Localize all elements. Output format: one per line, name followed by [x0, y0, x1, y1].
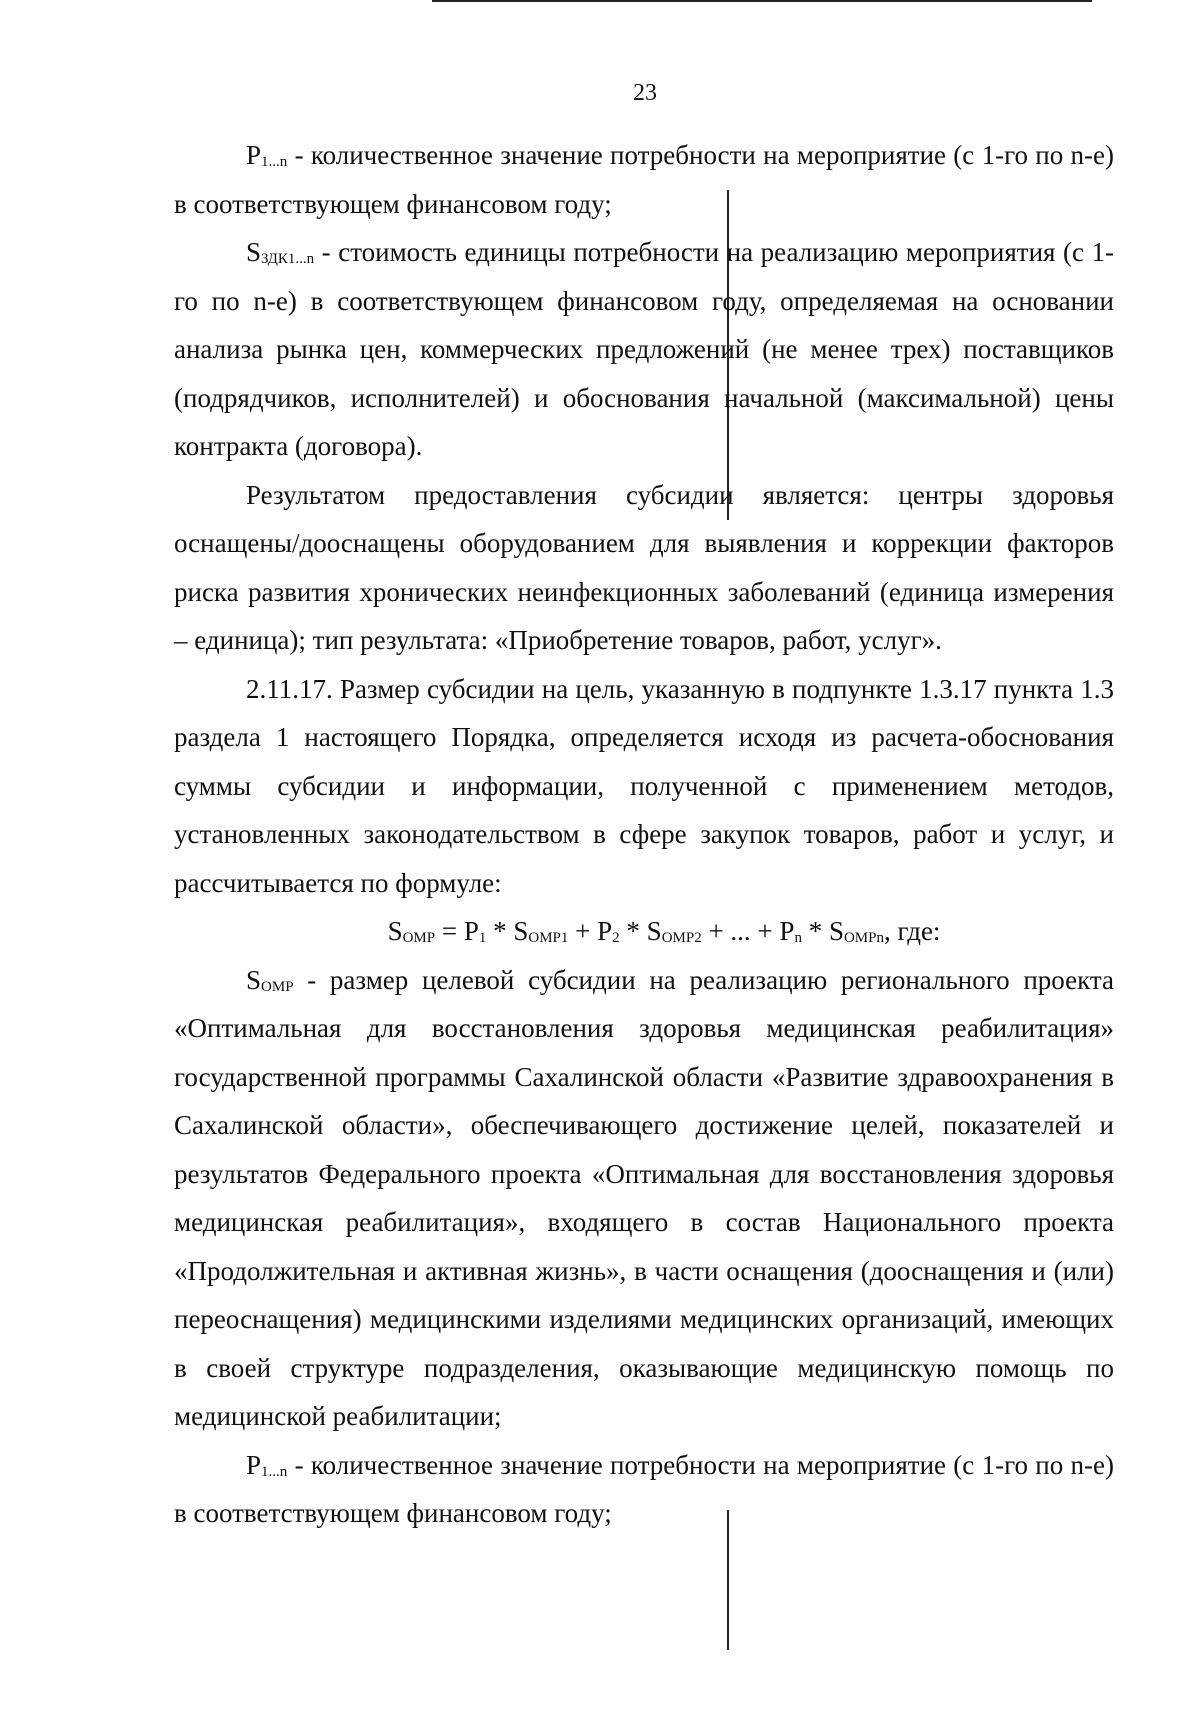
- page-number: 23: [633, 80, 657, 106]
- scan-top-border: [432, 0, 1092, 2]
- paragraph: $S_{OMP}$ - размер целевой субсидии на реализацию регионального проекта «Оптимальная для восстановления здоровья медицинская реабилитация» государственной программы Сахалинской области «Развитие здравоохранения в Сахалинской области», обеспечивающего достижение целей, показателей и результатов Федерального проекта «Оптимальная для восстановления здоровья медицинская реабилитация», входящего в состав Национального проекта «Продолжительная и активная жизнь», в части оснащения (дооснащения и (или) переоснащения) медицинскими изделиями медицинских организаций, имеющих в своей структуре подразделения, оказывающие медицинскую помощь по медицинской реабилитации;: [174, 964, 1114, 1431]
- paragraph: $S_{ЗДК1...n}$ - стоимость единицы потребности на реализацию мероприятия (с 1-го по n-е) в соответствующем финансовом году, определяемая на основании анализа рынка цен, коммерческих предложений (не менее трех) поставщиков (подрядчиков, исполнителей) и обоснования начальной (максимальной) цены контракта (договора).: [174, 237, 1114, 461]
- paragraph: 2.11.17. Размер субсидии на цель, указанную в подпункте 1.3.17 пункта 1.3 раздела 1 настоящего Порядка, определяется исходя из расчета-обоснования суммы субсидии и информации, полученной с применением методов, установленных законодательством в сфере закупок товаров, работ и услуг, и рассчитывается по формуле:: [174, 673, 1114, 898]
- formula: $S_{OMP} = P_1 * S_{OMP1} + P_2 * S_{OMP2}$ + ... + $P_n * S_{OMPn}$, где:: [387, 916, 941, 946]
- document-body: [174, 131, 1114, 1538]
- paragraph: $P_{1...n}$ - количественное значение потребности на мероприятие (с 1-го по n-е) в соответствующем финансовом году;: [174, 1449, 1114, 1528]
- paragraph: $P_{1...n}$ - количественное значение потребности на мероприятие (с 1-го по n-е) в соответствующем финансовом году;: [174, 140, 1114, 219]
- paragraph: Результатом предоставления субсидии является: центры здоровья оснащены/дооснащены оборудованием для выявления и коррекции факторов риска развития хронических неинфекционных заболеваний (единица измерения – единица); тип результата: «Приобретение товаров, работ, услуг».: [174, 479, 1114, 655]
